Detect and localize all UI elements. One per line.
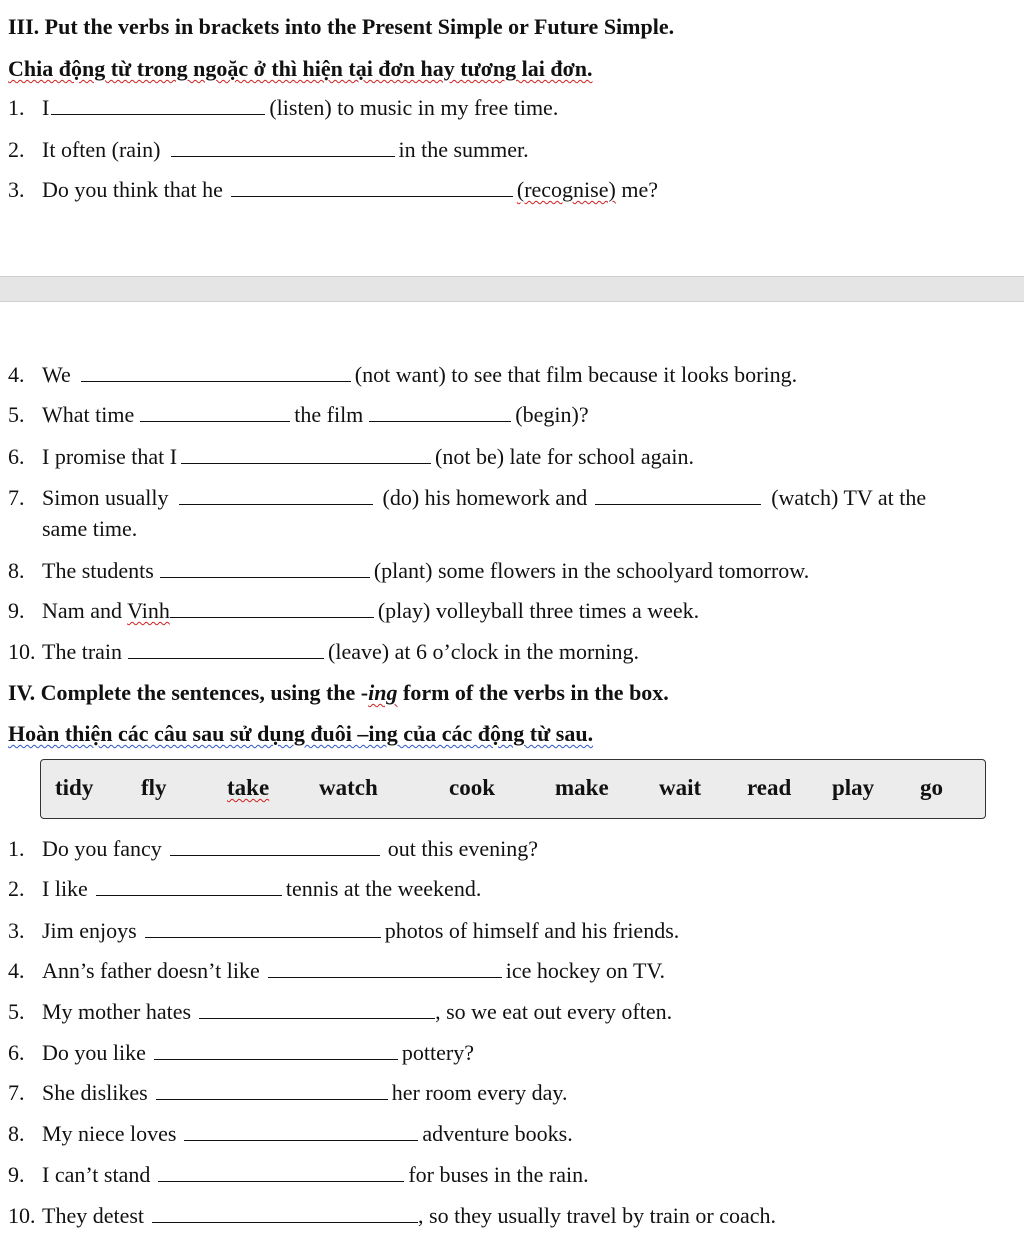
answer-blank[interactable] <box>81 363 351 382</box>
exercise-3-item-10: 10. The train (leave) at 6 o’clock in the morning. <box>8 639 639 664</box>
answer-blank[interactable] <box>154 1041 398 1060</box>
page-separator <box>0 276 1024 302</box>
word-box <box>40 759 986 819</box>
answer-blank[interactable] <box>158 1163 404 1182</box>
word-box-item: go <box>920 775 943 800</box>
word-box-item: fly <box>141 775 167 800</box>
answer-blank[interactable] <box>199 1000 435 1019</box>
exercise-3-item-6: 6. I promise that I (not be) late for school again. <box>8 444 695 469</box>
word-box-item: cook <box>449 775 495 800</box>
exercise-4-item-9: 9. I can’t stand for buses in the rain. <box>8 1162 589 1187</box>
answer-blank[interactable] <box>268 959 502 978</box>
answer-blank[interactable] <box>156 1081 388 1100</box>
exercise-4-item-10: 10. They detest , so they usually travel by train or coach. <box>8 1203 777 1228</box>
exercise-3-item-4: 4. We (not want) to see that film because it looks boring. <box>8 362 798 387</box>
word-box-item: make <box>555 775 609 800</box>
answer-blank[interactable] <box>179 486 373 505</box>
exercise-3-item-3: 3. Do you think that he (recognise) me? <box>8 177 658 202</box>
section-4-subtitle: Hoàn thiện các câu sau sử dụng đuôi –ing của các động từ sau. <box>8 721 594 746</box>
word-box-item: take <box>227 775 270 800</box>
section-3-subtitle <box>8 55 593 83</box>
answer-blank[interactable] <box>181 445 431 464</box>
exercise-3-item-7: 7. Simon usually (do) his homework and (watch) TV at the <box>8 485 927 510</box>
exercise-3-item-5: 5. What time the film (begin)? <box>8 402 589 427</box>
answer-blank[interactable] <box>96 877 282 896</box>
answer-blank[interactable] <box>171 138 395 157</box>
section-4-title: IV. Complete the sentences, using the -ing form of the verbs in the box. <box>8 680 669 705</box>
exercise-3-item-2: 2. It often (rain) in the summer. <box>8 137 529 162</box>
exercise-4-item-8: 8. My niece loves adventure books. <box>8 1121 573 1146</box>
answer-blank[interactable] <box>595 486 761 505</box>
answer-blank[interactable] <box>140 403 290 422</box>
answer-blank[interactable] <box>170 837 380 856</box>
exercise-3-item-7-continuation: same time. <box>42 516 138 541</box>
section-3-title: III. Put the verbs in brackets into the Present Simple or Future Simple. <box>8 14 675 39</box>
word-box-item: tidy <box>55 775 94 800</box>
word-box-item: wait <box>659 775 702 800</box>
exercise-4-item-3: 3. Jim enjoys photos of himself and his friends. <box>8 918 680 943</box>
word-box-item: play <box>832 775 875 800</box>
exercise-4-item-7: 7. She dislikes her room every day. <box>8 1080 568 1105</box>
answer-blank[interactable] <box>51 96 265 115</box>
exercise-4-item-1: 1. Do you fancy out this evening? <box>8 836 539 861</box>
exercise-3-item-8: 8. The students (plant) some flowers in the schoolyard tomorrow. <box>8 558 810 583</box>
answer-blank[interactable] <box>145 919 381 938</box>
answer-blank[interactable] <box>231 178 513 197</box>
exercise-3-item-1: 1. I (listen) to music in my free time. <box>8 95 559 120</box>
answer-blank[interactable] <box>170 599 374 618</box>
answer-blank[interactable] <box>369 403 511 422</box>
word-box-item: watch <box>319 775 378 800</box>
answer-blank[interactable] <box>128 640 324 659</box>
answer-blank[interactable] <box>152 1204 418 1223</box>
answer-blank[interactable] <box>160 559 370 578</box>
exercise-4-item-5: 5. My mother hates , so we eat out every often. <box>8 999 673 1024</box>
section-3-subtitle-text: Chia động từ trong ngoặc ở thì hiện tại đơn hay tương lai đơn. <box>8 56 593 81</box>
exercise-3-item-9: 9. Nam and Vinh (play) volleyball three times a week. <box>8 598 700 623</box>
exercise-4-item-6: 6. Do you like pottery? <box>8 1040 474 1065</box>
word-box-item: read <box>747 775 792 800</box>
answer-blank[interactable] <box>184 1122 418 1141</box>
exercise-4-item-2: 2. I like tennis at the weekend. <box>8 876 482 901</box>
exercise-4-item-4: 4. Ann’s father doesn’t like ice hockey on TV. <box>8 958 665 983</box>
